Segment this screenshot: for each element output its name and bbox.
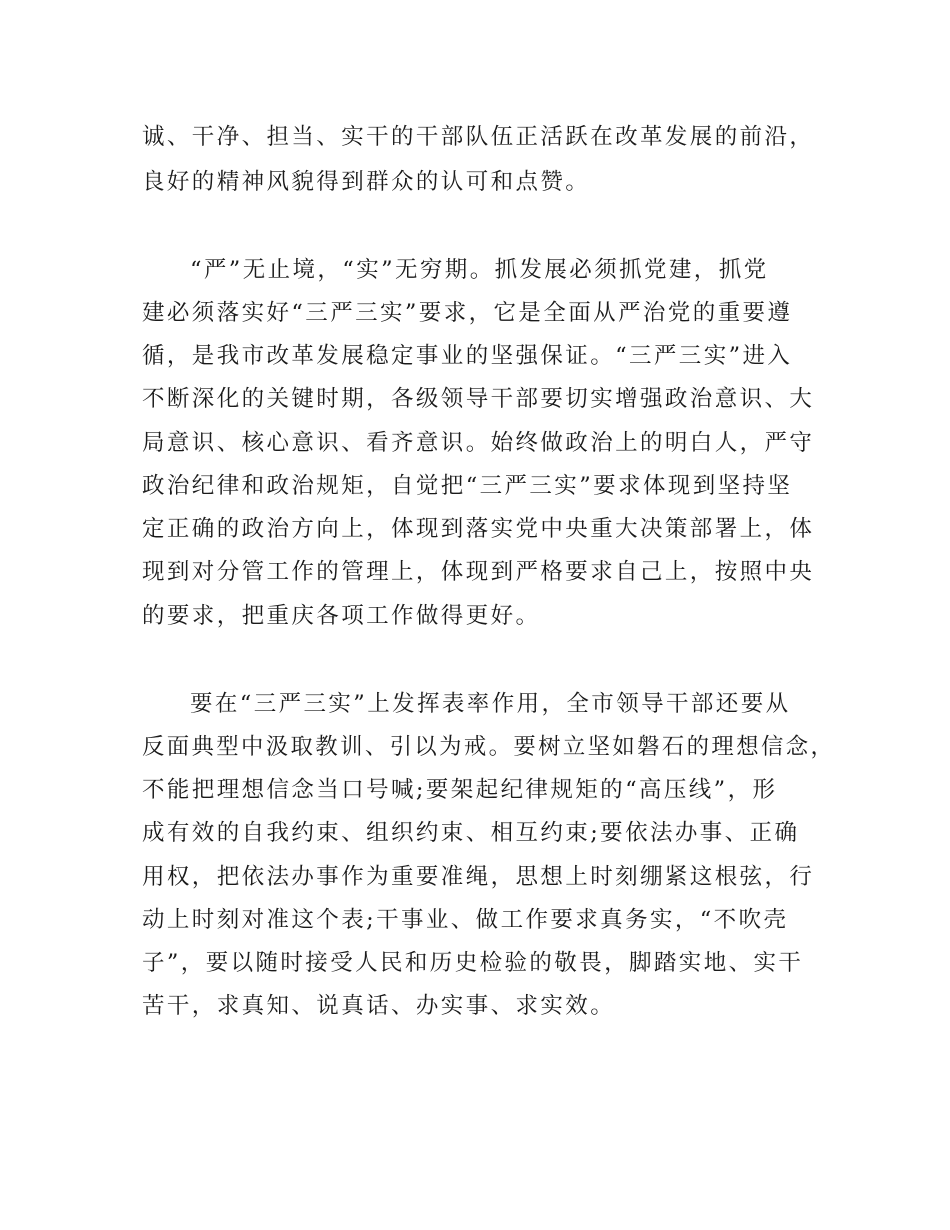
text-line: 动上时刻对准这个表;干事业、做工作要求真务实，“不吹壳 <box>142 907 789 933</box>
text-line: 的要求，把重庆各项工作做得更好。 <box>142 603 541 629</box>
text-line: 要在“三严三实”上发挥表率作用，全市领导干部还要从 <box>190 691 791 717</box>
text-line: 建必须落实好“三严三实”要求，它是全面从严治党的重要遵 <box>142 300 793 326</box>
text-line: 子”，要以随时接受人民和历史检验的敬畏，脚踏实地、实干 <box>142 950 804 976</box>
text-line: 现到对分管工作的管理上，体现到严格要求自己上，按照中央 <box>142 559 815 585</box>
text-line: 定正确的政治方向上，体现到落实党中央重大决策部署上，体 <box>142 516 815 542</box>
text-line: 不断深化的关键时期，各级领导干部要切实增强政治意识、大 <box>142 386 815 412</box>
text-line: 反面典型中汲取教训、引以为戒。要树立坚如磐石的理想信念， <box>142 734 836 760</box>
text-line: 诚、干净、担当、实干的干部队伍正活跃在改革发展的前沿， <box>142 124 815 150</box>
text-line: 政治纪律和政治规矩，自觉把“三严三实”要求体现到坚持坚 <box>142 473 793 499</box>
text-line: 局意识、核心意识、看齐意识。始终做政治上的明白人，严守 <box>142 430 815 456</box>
text-line: 循，是我市改革发展稳定事业的坚强保证。“三严三实”进入 <box>142 343 793 369</box>
text-line: “严”无止境，“实”无穷期。抓发展必须抓党建，抓党 <box>190 257 769 283</box>
text-line: 用权，把依法办事作为重要准绳，思想上时刻绷紧这根弦，行 <box>142 864 815 890</box>
text-line: 成有效的自我约束、组织约束、相互约束;要依法办事、正确 <box>142 820 800 846</box>
text-line: 苦干，求真知、说真话、办实事、求实效。 <box>142 993 616 1019</box>
text-line: 良好的精神风貌得到群众的认可和点赞。 <box>142 169 591 195</box>
text-line: 不能把理想信念当口号喊;要架起纪律规矩的“高压线”，形 <box>142 777 778 803</box>
